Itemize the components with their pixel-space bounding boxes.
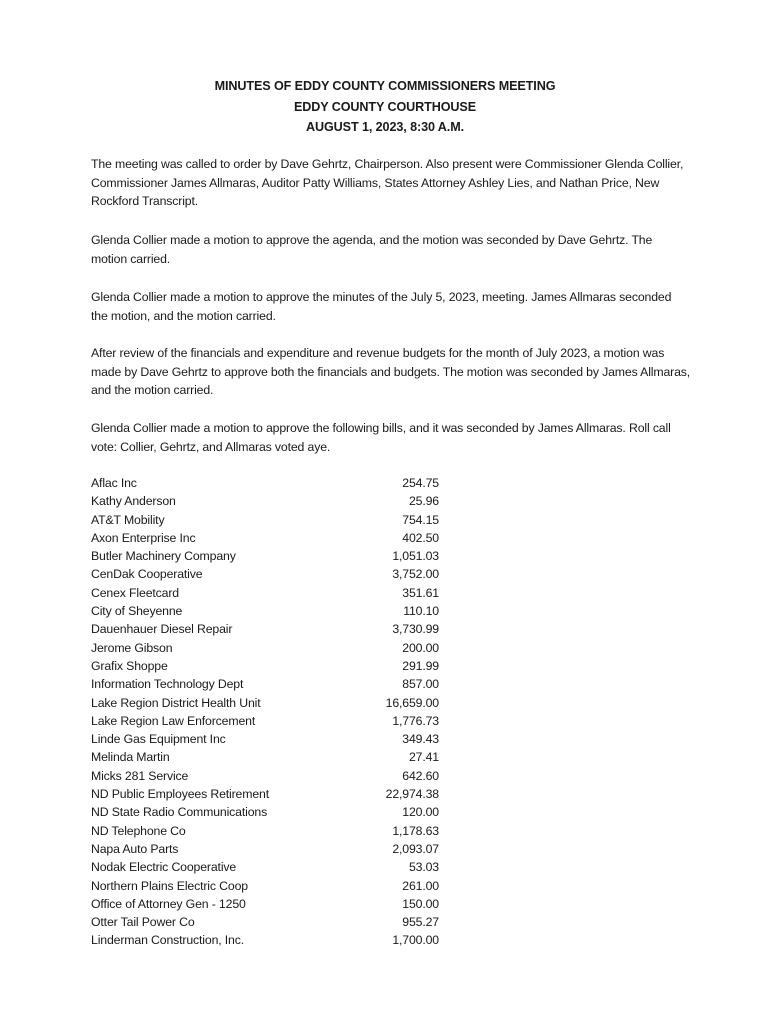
bill-vendor: CenDak Cooperative bbox=[91, 567, 203, 582]
paragraph-financials-motion: After review of the financials and expenditure and revenue budgets for the month of July 2023, a motion was made by Dave Gehrtz to approve both the financials and budgets. The motion was seconded by James Allmaras, and the motion carried. bbox=[91, 346, 691, 398]
bill-row bbox=[91, 694, 451, 712]
bill-row bbox=[91, 785, 451, 803]
bill-amount: 22,974.38 bbox=[385, 787, 439, 802]
bill-vendor: Otter Tail Power Co bbox=[91, 915, 195, 930]
bill-vendor: Melinda Martin bbox=[91, 750, 170, 765]
bill-vendor: Linde Gas Equipment Inc bbox=[91, 732, 226, 747]
bill-amount: 254.75 bbox=[402, 476, 439, 490]
bill-row bbox=[91, 584, 451, 602]
bill-row bbox=[91, 895, 451, 913]
bill-row bbox=[91, 858, 451, 876]
bill-vendor: Nodak Electric Cooperative bbox=[91, 860, 237, 875]
bill-vendor: Jerome Gibson bbox=[91, 640, 173, 655]
bill-amount: 120.00 bbox=[402, 805, 439, 820]
bill-vendor: Lake Region Law Enforcement bbox=[91, 713, 256, 728]
bill-vendor: ND State Radio Communications bbox=[91, 805, 268, 820]
bill-vendor: ND Telephone Co bbox=[91, 823, 186, 838]
bill-amount: 200.00 bbox=[402, 640, 439, 655]
bill-amount: 261.00 bbox=[402, 878, 439, 893]
title-line-meeting: MINUTES OF EDDY COUNTY COMMISSIONERS MEETING bbox=[214, 79, 556, 93]
bill-amount: 150.00 bbox=[402, 896, 439, 911]
bill-amount: 110.10 bbox=[403, 604, 439, 619]
bill-vendor: Aflac Inc bbox=[91, 476, 137, 490]
bill-amount: 402.50 bbox=[402, 530, 439, 545]
bill-row bbox=[91, 602, 451, 620]
bill-row bbox=[91, 767, 451, 785]
bill-vendor: Axon Enterprise Inc bbox=[91, 530, 196, 545]
bill-row bbox=[91, 620, 451, 638]
bill-vendor: ND Public Employees Retirement bbox=[91, 787, 269, 802]
bill-vendor: Napa Auto Parts bbox=[91, 841, 179, 856]
title-line-location: EDDY COUNTY COURTHOUSE bbox=[293, 99, 477, 114]
bill-row bbox=[91, 474, 451, 492]
bill-amount: 2,093.07 bbox=[392, 841, 439, 856]
bill-row bbox=[91, 657, 451, 675]
bill-vendor: Linderman Construction, Inc. bbox=[91, 933, 245, 948]
bill-row bbox=[91, 675, 451, 693]
bill-vendor: AT&T Mobility bbox=[91, 512, 165, 527]
bill-amount: 349.43 bbox=[402, 732, 439, 747]
bill-amount: 3,730.99 bbox=[392, 622, 439, 637]
bill-row bbox=[91, 822, 451, 840]
bill-row bbox=[91, 639, 451, 657]
bill-vendor: Cenex Fleetcard bbox=[91, 585, 179, 600]
bill-amount: 642.60 bbox=[402, 768, 439, 783]
bill-vendor: Information Technology Dept bbox=[91, 677, 244, 692]
bill-amount: 291.99 bbox=[402, 658, 439, 673]
paragraph-call-to-order: The meeting was called to order by Dave Gehrtz, Chairperson. Also present were Commissioner Glenda Collier, Commissioner James Allmaras, Auditor Patty Williams, States Attorney Ashley Lies, and Nathan Price, New Rockford Transcript. bbox=[91, 157, 684, 209]
bill-row bbox=[91, 511, 451, 529]
bill-row bbox=[91, 547, 451, 565]
bill-vendor: Dauenhauer Diesel Repair bbox=[91, 622, 233, 637]
paragraph-minutes-motion: Glenda Collier made a motion to approve the minutes of the July 5, 2023, meeting. James Allmaras seconded the motion, and the motion carried. bbox=[91, 290, 672, 323]
bill-amount: 1,051.03 bbox=[392, 549, 439, 564]
bill-amount: 1,700.00 bbox=[392, 933, 439, 948]
bill-row bbox=[91, 529, 451, 547]
bill-row bbox=[91, 913, 451, 931]
bill-row bbox=[91, 565, 451, 583]
bill-row bbox=[91, 840, 451, 858]
bill-amount: 955.27 bbox=[402, 915, 439, 930]
bill-row bbox=[91, 712, 451, 730]
bill-vendor: Office of Attorney Gen - 1250 bbox=[91, 896, 246, 911]
paragraph-agenda-motion: Glenda Collier made a motion to approve the agenda, and the motion was seconded by Dave Gehrtz. The motion carried. bbox=[91, 233, 653, 266]
bill-amount: 16,659.00 bbox=[385, 695, 439, 710]
bill-amount: 351.61 bbox=[402, 585, 439, 600]
bill-amount: 27.41 bbox=[408, 750, 439, 765]
bill-row bbox=[91, 931, 451, 949]
bills-list bbox=[91, 474, 451, 950]
bill-amount: 857.00 bbox=[402, 677, 439, 692]
bill-amount: 3,752.00 bbox=[392, 567, 439, 582]
bill-amount: 754.15 bbox=[402, 512, 439, 527]
bill-row bbox=[91, 730, 451, 748]
bill-amount: 1,178.63 bbox=[392, 823, 439, 838]
bill-row bbox=[91, 492, 451, 510]
bill-row bbox=[91, 877, 451, 895]
title-line-date: AUGUST 1, 2023, 8:30 A.M. bbox=[305, 120, 464, 134]
bill-vendor: Northern Plains Electric Coop bbox=[91, 878, 248, 893]
bill-vendor: Micks 281 Service bbox=[91, 768, 189, 783]
bill-row bbox=[91, 803, 451, 821]
bill-vendor: Butler Machinery Company bbox=[91, 549, 236, 564]
bill-row bbox=[91, 748, 451, 766]
paragraph-bills-motion: Glenda Collier made a motion to approve the following bills, and it was seconded by James Allmaras. Roll call vote: Collier, Gehrtz, and Allmaras voted aye. bbox=[91, 421, 671, 454]
bill-vendor: Lake Region District Health Unit bbox=[91, 695, 261, 710]
bill-amount: 53.03 bbox=[408, 860, 439, 875]
bill-amount: 25.96 bbox=[408, 494, 439, 509]
bill-vendor: Kathy Anderson bbox=[91, 494, 176, 509]
bill-vendor: City of Sheyenne bbox=[91, 604, 183, 619]
bill-amount: 1,776.73 bbox=[392, 713, 439, 728]
document-title bbox=[0, 76, 770, 138]
bill-vendor: Grafix Shoppe bbox=[91, 658, 168, 673]
